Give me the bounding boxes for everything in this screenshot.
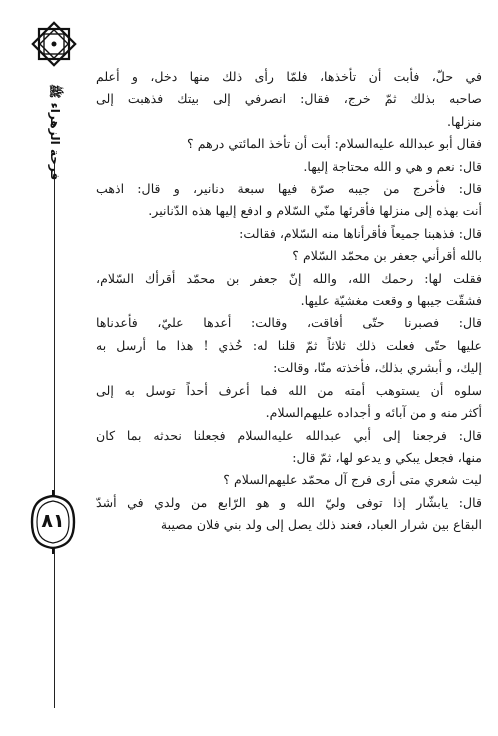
margin-rule (54, 96, 55, 708)
paragraph (96, 425, 482, 470)
paragraph (96, 380, 482, 425)
paragraph (96, 245, 482, 267)
star-ornament-icon (28, 18, 80, 70)
text-line: عليها حتّى فعلت ذلك ثلاثاً ثمّ قلنا له: خُذي ! هذا ما أرسل به (96, 337, 482, 353)
text-line: أنت بهذه إلى منزلها فأقرئها منّي السّلام و ادفع إليها هذه الدّنانير. (148, 203, 482, 219)
text-line: صاحبه بذلك ثمّ خرج، فقال: انصرفي إلى بيتك فذهبت إلى (96, 91, 482, 107)
paragraph (96, 178, 482, 223)
body-text (96, 66, 482, 537)
text-line: قال: فصبرنا حتّى أفاقت، وقالت: أعدها عليّ، فأعدناها (96, 315, 482, 331)
paragraph (96, 469, 482, 491)
text-line: فشقّت جيبها و وقعت مغشيّة عليها. (300, 293, 482, 309)
text-line: قال: نعم و هي و الله محتاجة إليها. (303, 158, 482, 174)
running-title: فرحة الزهراء ﷺ (44, 84, 66, 160)
text-line: فقلت لها: رحمك الله، والله إنّ جعفر بن محمّد أقرأك السّلام، (96, 270, 482, 286)
paragraph (96, 133, 482, 155)
text-line: قال: فرجعنا إلى أبي عبدالله عليه‌السلام فجعلنا نحدثه بما كان (96, 427, 482, 443)
text-line: سلوه أن يستوهب أمته من الله فما أعرف أحداً توسل به إلى (96, 382, 482, 398)
text-line: منزلها. (447, 113, 482, 129)
text-line: ليت شعري متى أرى فرج آل محمّد عليهم‌السلام ؟ (223, 472, 482, 488)
paragraph (96, 66, 482, 133)
text-line: البقاع بين شرار العباد، فعند ذلك يصل إلى ولد بني فلان مصيبة (160, 517, 482, 533)
text-line: في حلّ، فأبت أن تأخذها، فلمّا رأى ذلك منها دخل، و أعلم (96, 69, 482, 84)
text-line: أكثر منه و من آبائه و أجداده عليهم‌السلام. (265, 405, 482, 421)
text-line: إليك، و أبشري بذلك، فأخذته منّا، وقالت: (273, 360, 482, 376)
text-line: قال: فأخرج من جيبه صرّة فيها سبعة دنانير، و قال: اذهب (96, 181, 482, 197)
text-line: منها، فجعل يبكي و يدعو لها، ثمّ قال: (292, 449, 482, 465)
paragraph (96, 312, 482, 379)
page-number: ٨١ (41, 510, 65, 532)
text-line: بالله أقرأني جعفر بن محمّد السّلام ؟ (292, 248, 482, 264)
text-line: قال: يابشّار إذا توفى وليّ الله و هو الرّابع من ولدي في أشدّ (96, 494, 482, 510)
paragraph (96, 223, 482, 245)
paragraph (96, 268, 482, 313)
text-line: فقال أبو عبدالله عليه‌السلام: أبت أن تأخذ المائتي درهم ؟ (187, 136, 482, 152)
paragraph (96, 156, 482, 178)
paragraph (96, 492, 482, 537)
text-line: قال: فذهبنا جميعاً فأقرأناها منه السّلام، فقالت: (239, 225, 482, 241)
